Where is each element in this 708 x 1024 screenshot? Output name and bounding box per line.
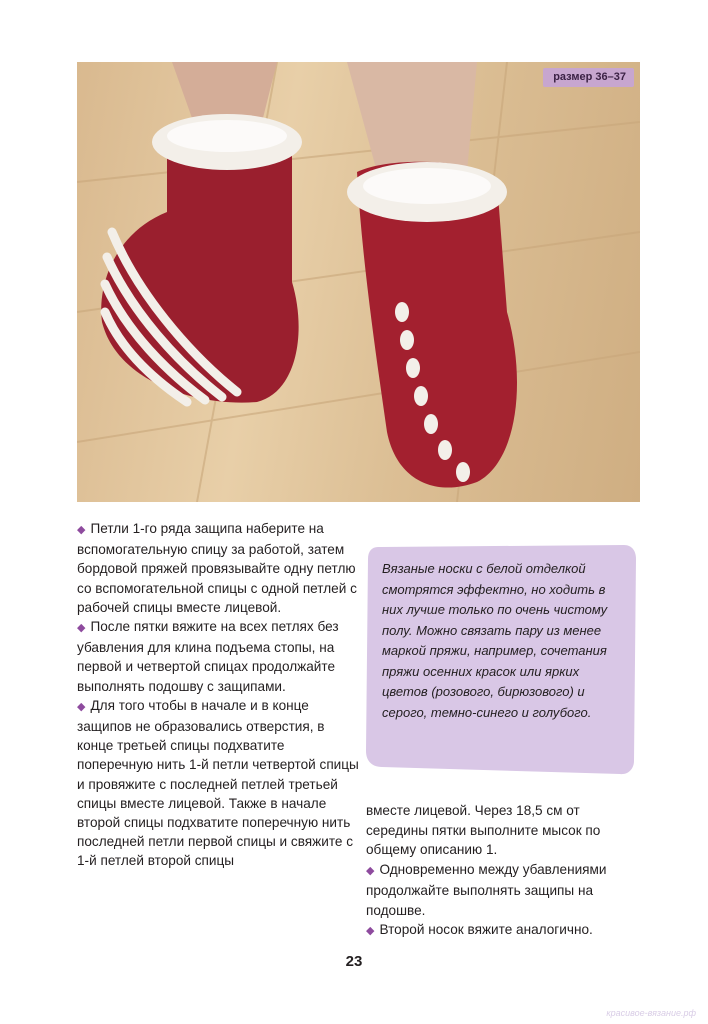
diamond-bullet-icon: ◆ [366,925,375,937]
paragraph: вместе лицевой. Через 18,5 см от середины пятки выполните мысок по общему описанию 1. [366,803,601,857]
slippers-illustration [77,62,640,502]
paragraph: ◆ Второй носок вяжите аналогично. [366,922,593,937]
size-badge: размер 36–37 [543,68,634,87]
left-column [77,519,359,871]
paragraph: ◆ Одновременно между убавлениями продолжайте выполнять защипы на подошве. [366,861,607,918]
paragraph: ◆ Петли 1-го ряда защипа наберите на вспомогательную спицу за работой, затем бордовой пряжей провязывайте одну петлю со вспомогательной спицы с одной петлей с рабочей спицы вместе лицевой. [77,521,357,615]
page-number: 23 [345,953,363,970]
diamond-bullet-icon: ◆ [77,700,86,713]
right-column [366,801,641,942]
tip-text: Вязаные носки с белой отделкой смотрятся эффектно, но ходить в них лучше только по очень чистому полу. Можно связать пару из менее маркой пряжи, например, сочетания пряжи осенних красок или ярких цветов (розового, бирюзового) и серого, темно-синего и голубого. [382,561,608,720]
hero-photo [77,62,640,502]
diamond-bullet-icon: ◆ [366,864,375,877]
diamond-bullet-icon: ◆ [77,622,86,635]
watermark: красивое-вязание.рф [606,1008,696,1018]
tip-box [366,545,636,775]
diamond-bullet-icon: ◆ [77,524,86,536]
paragraph: ◆ Для того чтобы в начале и в конце защипов не образовались отверстия, в конце третьей спицы подхватите поперечную нить 1-й петли четвертой спицы и провяжите с последней петлей третьей спицы вместе лицевой. Также в начале второй спицы подхватите поперечную нить последней петли первой спицы и свяжите с 1-й петлей второй спицы [77,697,359,869]
paragraph: ◆ После пятки вяжите на всех петлях без убавления для клина подъема стопы, на первой и четвертой спицах продолжайте выполнять подошву с защипами. [77,619,339,694]
